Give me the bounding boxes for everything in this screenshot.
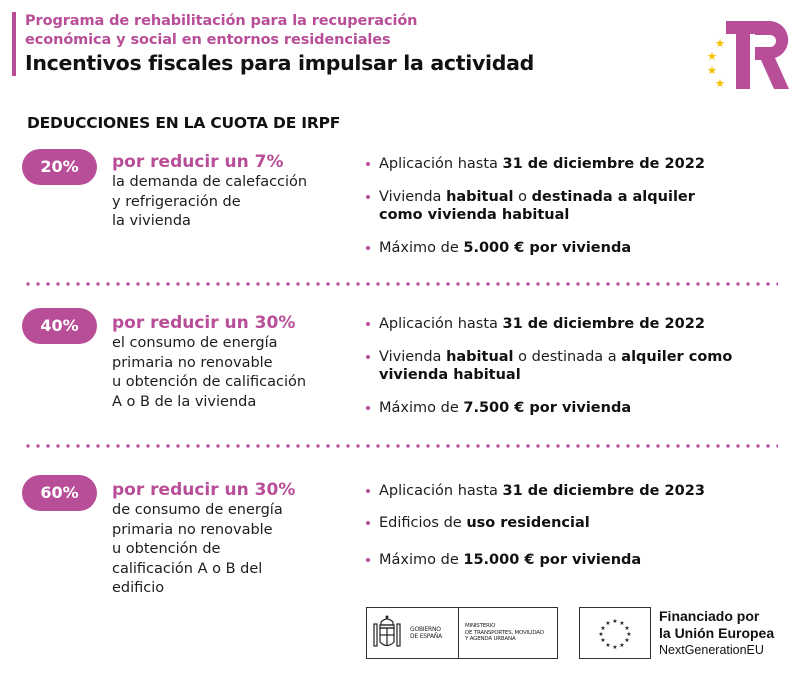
svg-text:★: ★: [624, 625, 630, 632]
condition-item: Aplicación hasta 31 de diciembre de 2022: [363, 315, 783, 333]
condition-item: Máximo de 15.000 € por vivienda: [363, 551, 783, 569]
svg-text:★: ★: [598, 631, 604, 638]
desc-line: primaria no renovable: [112, 354, 273, 371]
svg-text:★: ★: [600, 637, 606, 644]
svg-text:★: ★: [612, 618, 618, 625]
svg-text:★: ★: [612, 644, 618, 651]
condition-item: Vivienda habitual o destinada a alquiler como vivienda habitual: [363, 348, 739, 384]
subtitle-line-2: económica y social en entornos residenciales: [25, 32, 391, 48]
svg-text:★: ★: [619, 620, 625, 627]
page-title: Incentivos fiscales para impulsar la actividad: [25, 51, 535, 75]
coat-of-arms-icon: [367, 608, 407, 658]
desc-line: u obtención de: [112, 541, 221, 557]
deduction-description: [112, 313, 306, 412]
condition-item: Máximo de 5.000 € por vivienda: [363, 239, 783, 257]
deduction-conditions: [363, 155, 783, 257]
percent-badge: 60%: [22, 475, 97, 511]
desc-line: la vivienda: [112, 213, 191, 229]
desc-line: A o B de la vivienda: [112, 393, 257, 410]
desc-line: de consumo de energía: [112, 502, 283, 518]
percent-badge: 20%: [22, 149, 97, 185]
desc-line: edificio: [112, 580, 165, 596]
desc-line: u obtención de calificación: [112, 374, 307, 390]
desc-line: y refrigeración de: [112, 193, 241, 210]
dotted-divider: [23, 282, 778, 286]
condition-item: Vivienda habitual o destinada a alquiler como vivienda habitual: [363, 188, 739, 224]
dotted-divider: [23, 444, 778, 448]
ministerio-text: MINISTERIO DE TRANSPORTES, MOVILIDAD Y AGENDA URBANA: [465, 623, 544, 643]
desc-line: calificación A o B del: [112, 560, 263, 577]
svg-text:★: ★: [605, 620, 611, 627]
eu-funding-text: Financiado por la Unión Europea NextGenerationEU: [659, 608, 775, 657]
condition-item: Aplicación hasta 31 de diciembre de 2022: [363, 155, 783, 173]
deduction-conditions: [363, 482, 783, 569]
deduction-description: [112, 480, 295, 599]
svg-text:★: ★: [624, 637, 630, 644]
svg-text:★: ★: [626, 631, 632, 638]
condition-item: Máximo de 7.500 € por vivienda: [363, 399, 783, 417]
gobierno-espana-logo: [366, 607, 558, 659]
svg-text:★: ★: [619, 642, 625, 649]
desc-line: la demanda de calefacción: [112, 174, 308, 190]
header: [12, 12, 534, 76]
percent-badge: 40%: [22, 308, 97, 344]
eu-flag-icon: [579, 607, 651, 659]
desc-line: primaria no renovable: [112, 521, 273, 538]
deduction-lead: por reducir un 7%: [112, 152, 284, 172]
subtitle-line-1: Programa de rehabilitación para la recuperación: [25, 13, 418, 29]
deduction-description: [112, 152, 307, 232]
gobierno-text: GOBIERNO DE ESPAÑA: [407, 608, 459, 658]
condition-item: Edificios de uso residencial: [363, 514, 783, 532]
svg-text:★: ★: [600, 625, 606, 632]
desc-line: el consumo de energía: [112, 335, 278, 351]
section-title: DEDUCCIONES EN LA CUOTA DE IRPF: [27, 114, 341, 132]
deduction-lead: por reducir un 30%: [112, 313, 296, 333]
svg-text:★: ★: [605, 642, 611, 649]
tr-logo-icon: [700, 20, 790, 95]
deduction-lead: por reducir un 30%: [112, 480, 296, 500]
condition-item: Aplicación hasta 31 de diciembre de 2023: [363, 482, 783, 500]
deduction-conditions: [363, 315, 783, 417]
